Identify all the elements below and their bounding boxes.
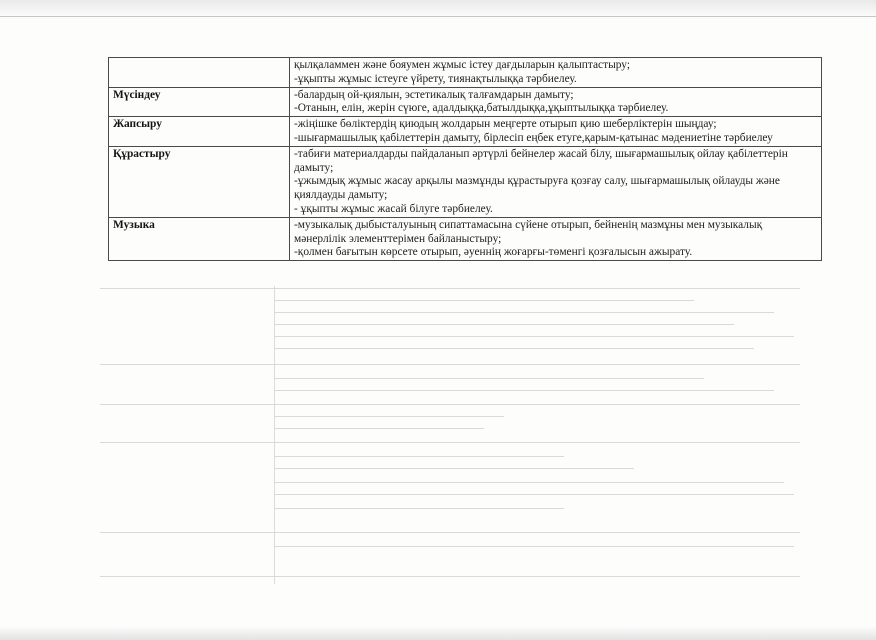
scan-edge-line	[0, 16, 876, 17]
activities-table	[108, 57, 822, 261]
goal-line: - ұқыпты жұмыс жасай білуге тәрбиелеу.	[294, 202, 493, 215]
table-row	[109, 87, 822, 117]
goal-line: -музыкалық дыбысталуының сипаттамасына сүйене отырып, бейненің мазмұны мен музыкалық мәнерлілік элементтерімен байланыстыру;	[294, 218, 763, 245]
goals-cell	[290, 117, 822, 147]
goals-cell	[290, 217, 822, 260]
table-row	[109, 117, 822, 147]
table-row	[109, 217, 822, 260]
goal-line: -шығармашылық қабілеттерін дамыту, бірлесіп еңбек етуге,қарым-қатынас мәдениетіне тәрбиелеу	[294, 131, 773, 144]
goal-line: -жіңішке бөліктердің қиюдың жолдарын меңгерте отырып қию шеберліктерін шыңдау;	[294, 118, 717, 131]
scan-bottom-edge	[0, 626, 876, 640]
subject-cell	[109, 58, 290, 88]
subject-cell: Мүсіндеу	[109, 87, 290, 117]
subject-cell: Музыка	[109, 217, 290, 260]
goals-cell	[290, 87, 822, 117]
goals-cell	[290, 58, 822, 88]
goal-line: -қолмен бағытын көрсете отырып, әуеннің жоғарғы-төменгі қозғалысын ажырату.	[294, 246, 693, 259]
goal-line: -Отанын, елін, жерін сүюге, адалдыққа,батылдыққа,ұқыптылыққа тәрбиелеу.	[294, 102, 669, 115]
goal-line: -ұжымдық жұмыс жасау арқылы мазмұнды құрастыруға қозғау салу, шығармашылық ойлауды және қиялдауды дамыту;	[294, 175, 780, 202]
scan-top-edge	[0, 0, 876, 20]
subject-cell: Жапсыру	[109, 117, 290, 147]
goals-cell	[290, 146, 822, 217]
table-row	[109, 146, 822, 217]
bleed-through-background	[100, 286, 800, 586]
goal-line: қылқаламмен және бояумен жұмыс істеу дағдыларын қалыптастыру;	[294, 59, 630, 71]
goal-line: -табиғи материалдарды пайдаланып әртүрлі бейнелер жасай білу, шығармашылық ойлау қабілеттерін дамыту;	[294, 147, 788, 174]
goal-line: -ұқыпты жұмыс істеуге үйрету, тиянақтылыққа тәрбиелеу.	[294, 72, 577, 85]
subject-cell: Құрастыру	[109, 146, 290, 217]
goal-line: -балардың ой-қиялын, эстетикалық талғамдарын дамыту;	[294, 88, 574, 101]
table-row	[109, 58, 822, 88]
